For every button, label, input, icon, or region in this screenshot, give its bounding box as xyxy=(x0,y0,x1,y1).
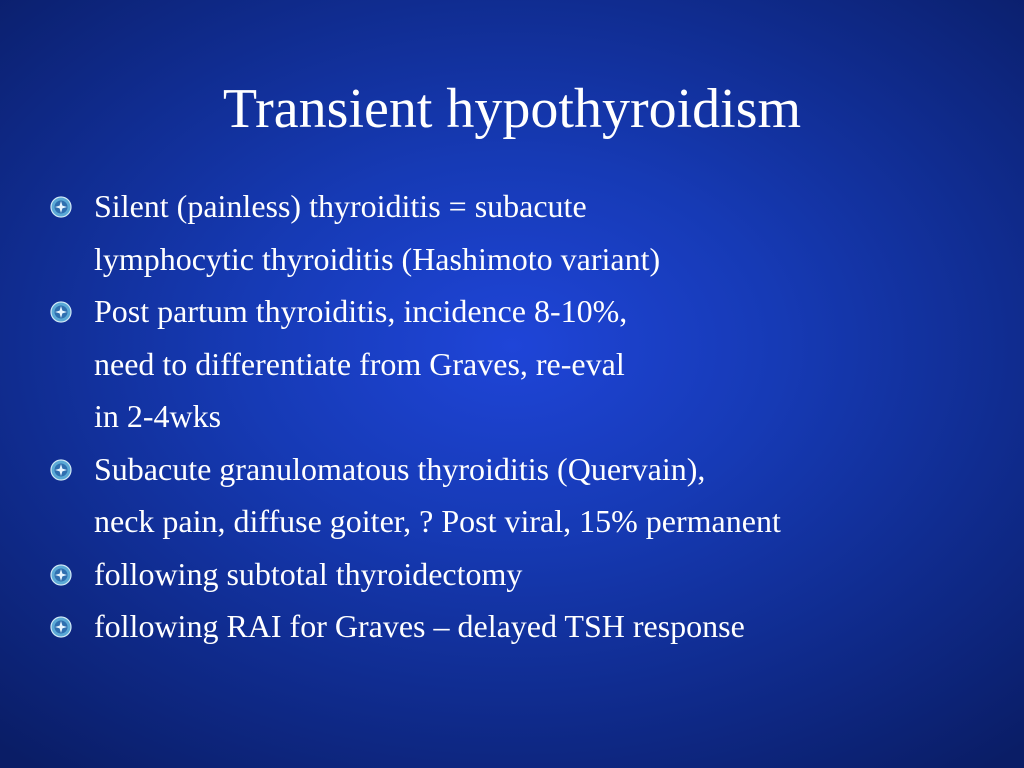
bullet-line: following RAI for Graves – delayed TSH response xyxy=(94,608,745,644)
bullet-item xyxy=(48,285,1008,443)
slide-title: Transient hypothyroidism xyxy=(222,78,802,140)
bullet-line: lymphocytic thyroiditis (Hashimoto variant) xyxy=(94,240,661,277)
bullet-line: following subtotal thyroidectomy xyxy=(94,555,523,592)
bullet-list xyxy=(48,180,1008,653)
bullet-item xyxy=(48,443,1008,548)
bullet-item xyxy=(48,600,1008,653)
bullet-line: neck pain, diffuse goiter, ? Post viral, 15% permanent xyxy=(94,503,781,539)
bullet-line: in 2-4wks xyxy=(94,398,222,434)
bullet-item xyxy=(48,548,1008,601)
star-disc-icon xyxy=(50,196,72,218)
bullet-item xyxy=(48,180,1008,285)
star-disc-icon xyxy=(50,459,72,481)
star-disc-icon xyxy=(50,616,72,638)
bullet-line: Subacute granulomatous thyroiditis (Quervain), xyxy=(94,450,706,487)
star-disc-icon xyxy=(50,564,72,586)
bullet-line: Silent (painless) thyroiditis = subacute xyxy=(94,188,587,224)
star-disc-icon xyxy=(50,301,72,323)
bullet-line: Post partum thyroiditis, incidence 8-10%, xyxy=(94,293,628,329)
bullet-line: need to differentiate from Graves, re-eval xyxy=(94,345,625,382)
